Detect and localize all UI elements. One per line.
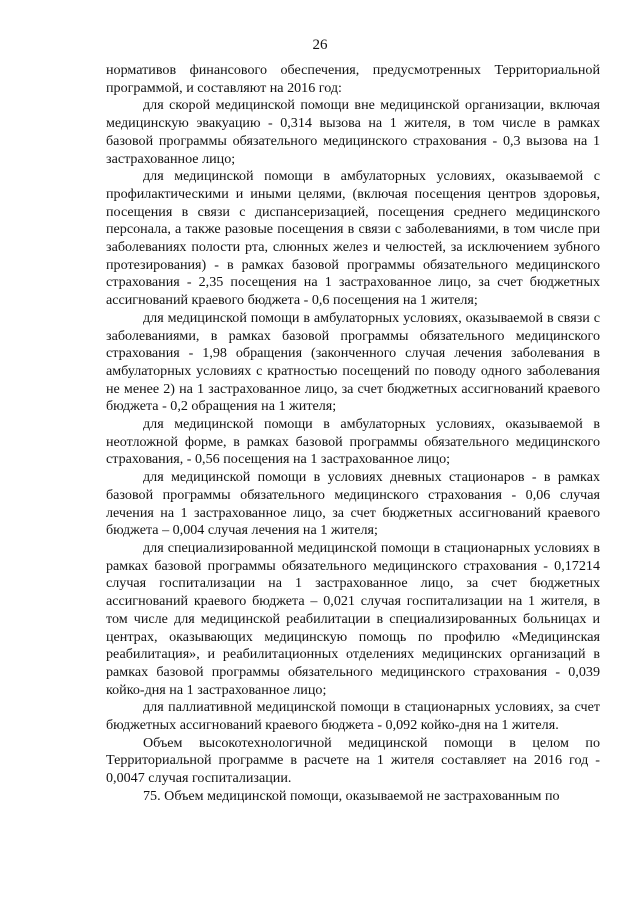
paragraph-outpatient-preventive: для медицинской помощи в амбулаторных условиях, оказываемой с профилактическими и иными целями, (включая посещения центров здоровья, посещения в связи с диспансеризацией, посещения среднего медицинского персонала, а также разовые посещения в связи с заболеваниями, в том числе при заболеваниях полости рта, слюнных желез и челюстей, за исключением зубного протезирования) - в рамках базовой программы обязательного медицинского страхования - 2,35 посещения на 1 застрахованное лицо, за счет бюджетных ассигнований краевого бюджета - 0,6 посещения на 1 жителя; xyxy=(106,168,600,309)
paragraph-continuation: нормативов финансового обеспечения, предусмотренных Территориальной программой, и составляют на 2016 год: xyxy=(106,62,600,96)
paragraph-outpatient-disease: для медицинской помощи в амбулаторных условиях, оказываемой в связи с заболеваниями, в рамках базовой программы обязательного медицинского страхования - 1,98 обращения (законченного случая лечения заболевания в амбулаторных условиях с кратностью посещений по поводу одного заболевания не менее 2) на 1 застрахованное лицо, за счет бюджетных ассигнований краевого бюджета - 0,2 обращения на 1 жителя; xyxy=(106,309,600,415)
page-number: 26 xyxy=(312,37,328,53)
paragraph-item-75: 75. Объем медицинской помощи, оказываемой не застрахованным по xyxy=(143,787,560,804)
paragraph-outpatient-urgent: для медицинской помощи в амбулаторных условиях, оказываемой в неотложной форме, в рамках базовой программы обязательного медицинского страхования, - 0,56 посещения на 1 застрахованное лицо; xyxy=(106,416,600,468)
paragraph-high-tech-care: Объем высокотехнологичной медицинской помощи в целом по Территориальной программе в расчете на 1 жителя составляет на 2016 год - 0,0047 случая госпитализации. xyxy=(106,734,600,787)
paragraph-palliative-care: для паллиативной медицинской помощи в стационарных условиях, за счет бюджетных ассигнований краевого бюджета - 0,092 койко-дня на 1 жителя. xyxy=(106,699,600,734)
paragraph-emergency-care: для скорой медицинской помощи вне медицинской организации, включая медицинскую эвакуацию - 0,314 вызова на 1 жителя, в том числе в рамках базовой программы обязательного медицинского страхования - 0,3 вызова на 1 застрахованное лицо; xyxy=(106,97,600,167)
paragraph-day-hospital: для медицинской помощи в условиях дневных стационаров - в рамках базовой программы обязательного медицинского страхования - 0,06 случая лечения на 1 застрахованное лицо, за счет бюджетных ассигнований краевого бюджета – 0,004 случая лечения на 1 жителя; xyxy=(106,469,600,539)
paragraph-specialized-inpatient: для специализированной медицинской помощи в стационарных условиях в рамках базовой программы обязательного медицинского страхования - 0,17214 случая госпитализации на 1 застрахованное лицо, за счет бюджетных ассигнований краевого бюджета – 0,021 случая госпитализации на 1 жителя, в том числе для медицинской реабилитации в специализированных больницах и центрах, оказывающих медицинскую помощь по профилю «Медицинская реабилитация», и реабилитационных отделениях медицинских организаций в рамках базовой программы обязательного медицинского страхования - 0,039 койко-дня на 1 застрахованное лицо; xyxy=(106,539,600,698)
document-body xyxy=(106,62,600,806)
